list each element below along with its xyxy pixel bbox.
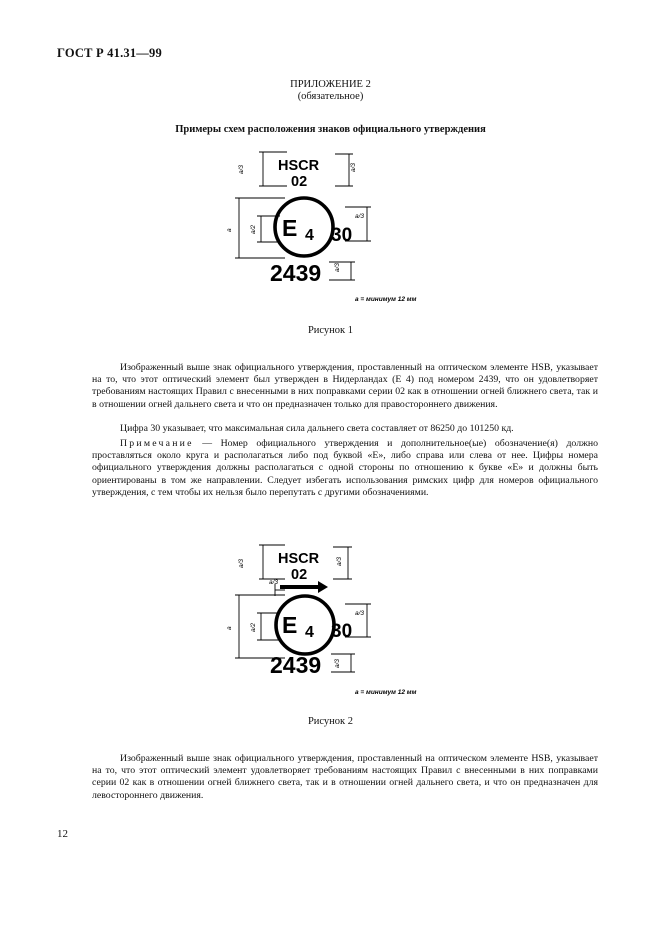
figure-1-approval-mark <box>225 146 435 306</box>
dim-label: a/3 <box>336 556 343 566</box>
section-title: Примеры схем расположения знаков официального утверждения <box>175 124 486 135</box>
standard-code: ГОСТ Р 41.31—99 <box>57 46 162 60</box>
note-paragraph <box>92 438 598 499</box>
category-number: 30 <box>331 621 353 642</box>
page-number: 12 <box>57 828 68 840</box>
figure-2-approval-mark <box>225 536 435 701</box>
arrow-head <box>318 581 328 593</box>
country-code: 4 <box>305 624 314 641</box>
dim-label: a/3 <box>238 558 245 568</box>
figure-2-caption: Рисунок 2 <box>307 716 354 727</box>
appendix-heading <box>0 79 661 103</box>
dim-label: a/3 <box>269 579 279 586</box>
dim-label: a/3 <box>238 164 245 174</box>
e-letter: E <box>282 215 298 241</box>
country-code: 4 <box>305 227 314 244</box>
approval-number: 2439 <box>270 260 322 286</box>
dim-label: a/2 <box>250 224 257 234</box>
paragraph-intensity: Цифра 30 указывает, что максимальная сила дальнего света составляет от 86250 до 101250 кд. <box>120 423 514 434</box>
note-label: Примечание <box>120 438 194 449</box>
category-number: 30 <box>331 225 353 246</box>
note-text: — Номер официального утверждения и дополнительное(ые) обозначение(я) должно проставляться около круга и располагаться либо под буквой «E», либо справа или слева от нее. Цифры номера официального утверждения должны располагаться с одной стороны по отношению к букве «E» и должны быть ориентированы в том же направлении. Следует избегать использования римских цифр для номеров официального утверждения, с тем чтобы их нельзя было перепутать с другими обозначениями. <box>92 438 598 498</box>
series-text: 02 <box>291 567 308 583</box>
paragraph-figure-1: Изображенный выше знак официального утверждения, проставленный на оптическом элементе HSB, указывает на то, что этот оптический элемент был утвержден в Нидерландах (Е 4) под номером 2439, что он удовлетворяет требованиям настоящих Правил с внесенными в них поправками серии 02 как в отношении огней ближнего света, так и в отношении огней дальнего света и что он предназначен только для правостороннего движения. <box>92 362 598 410</box>
appendix-subtitle: (обязательное) <box>297 91 364 102</box>
hscr-text: HSCR <box>278 551 320 567</box>
dim-label: a/3 <box>350 162 357 172</box>
arrow-shaft <box>280 585 318 589</box>
dim-label: a <box>226 228 233 232</box>
dim-label: a/2 <box>250 622 257 632</box>
dim-label: a/3 <box>334 262 341 272</box>
dim-label: a/3 <box>355 610 365 617</box>
dimension-note: a = минимум 12 мм <box>355 689 417 696</box>
approval-number: 2439 <box>270 652 322 678</box>
e-letter: E <box>282 612 298 638</box>
paragraph-figure-2: Изображенный выше знак официального утверждения, проставленный на оптическом элементе HSB, указывает на то, что этот оптический элемент удовлетворяет требованиям настоящих Правил с внесенными в них поправками серии 02 как в отношении огней ближнего света, так и в отношении огней дальнего света, и что он предназначен для левостороннего движения. <box>92 753 598 801</box>
series-text: 02 <box>291 174 308 190</box>
dim-label: a/3 <box>355 213 365 220</box>
hscr-text: HSCR <box>278 158 320 174</box>
appendix-title: ПРИЛОЖЕНИЕ 2 <box>290 79 371 90</box>
dimension-note: a = минимум 12 мм <box>355 296 417 303</box>
dim-label: a <box>226 626 233 630</box>
dim-label: a/3 <box>334 658 341 668</box>
figure-1-caption: Рисунок 1 <box>307 325 354 336</box>
